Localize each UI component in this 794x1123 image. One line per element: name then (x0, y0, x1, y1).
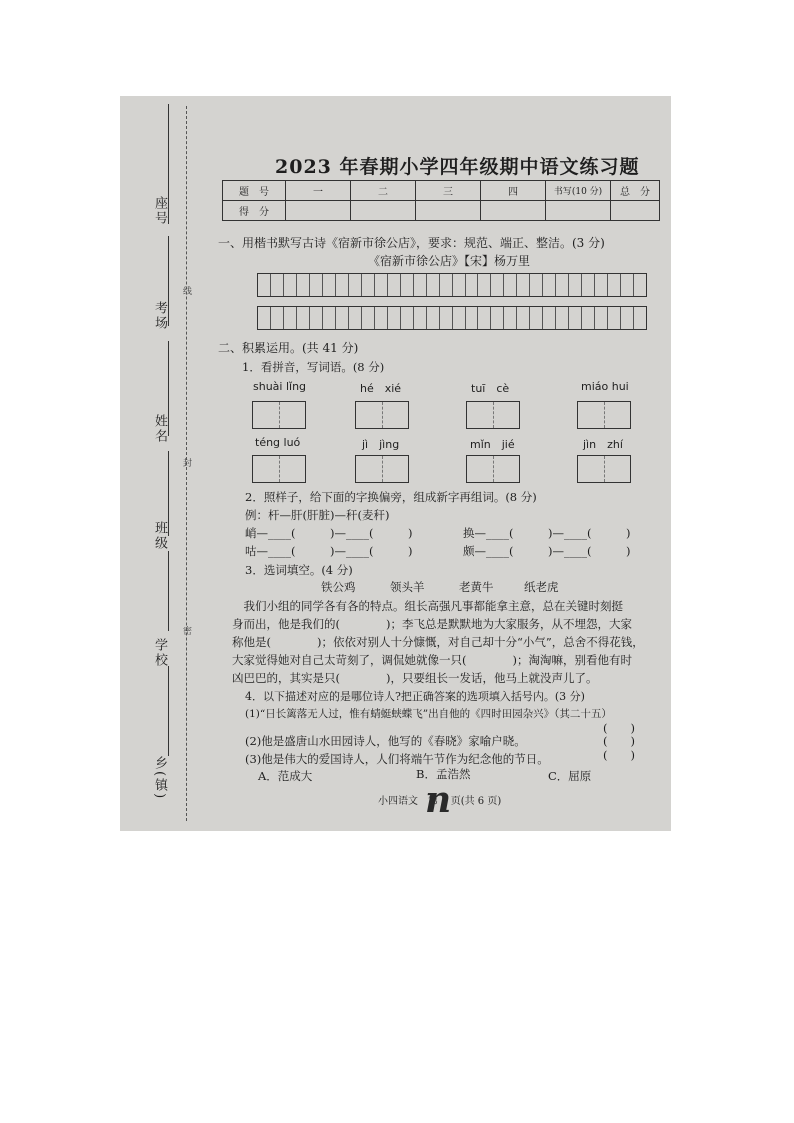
exam-room-label: 考场 (152, 301, 167, 331)
word-option: 纸老虎 (524, 580, 559, 594)
q2-line: 颇—____( )—____( ) (463, 544, 631, 558)
score-cell[interactable] (546, 201, 611, 221)
writing-grid-row[interactable] (257, 273, 647, 297)
q2-line: 峭—____( )—____( ) (245, 526, 413, 540)
q2-line: 咕—____( )—____( ) (245, 544, 413, 558)
pinyin-label: hé xié (360, 382, 402, 395)
answer-box[interactable] (355, 455, 409, 483)
q4-item: (3)他是伟大的爱国诗人，人们将端午节作为纪念他的节日。 (245, 752, 549, 766)
score-cell[interactable] (286, 201, 351, 221)
section1-heading: 一、用楷书默写古诗《宿新市徐公店》，要求：规范、端正、整洁。(3 分) (218, 236, 605, 250)
field-underline (168, 551, 169, 631)
pinyin-label: jìn zhí (583, 438, 623, 451)
passage-line: 凶巴巴的，其实是只( )，只要组长一发话，他马上就没声儿了。 (232, 671, 598, 685)
answer-paren[interactable]: ( ) (603, 734, 635, 748)
passage-line: 大家觉得她对自己太苛刻了，调侃她就像一只( )；淘淘嘛，别看他有时 (232, 653, 632, 667)
answer-box[interactable] (252, 401, 306, 429)
score-row-label: 得 分 (223, 201, 286, 221)
q4-item: (2)他是盛唐山水田园诗人，他写的《春晓》家喻户晓。 (245, 734, 526, 748)
score-header-cell: 题 号 (223, 181, 286, 201)
choice-c: C．屈原 (548, 769, 592, 783)
seat-number-label: 座号 (152, 196, 167, 226)
margin-mark-secret: 密 (181, 626, 191, 635)
score-cell[interactable] (351, 201, 416, 221)
score-header-cell: 一 (286, 181, 351, 201)
word-option: 老黄牛 (459, 580, 494, 594)
passage-line: 身而出，他是我们的( )；李飞总是默默地为大家服务，从不埋怨，大家 (232, 617, 632, 631)
margin-mark-seal: 封 (181, 458, 191, 467)
word-option: 铁公鸡 (321, 580, 356, 594)
answer-box[interactable] (466, 401, 520, 429)
handwritten-mark: n (425, 779, 452, 821)
score-header-cell: 四 (481, 181, 546, 201)
poem-title: 《宿新市徐公店》【宋】杨万里 (368, 254, 531, 268)
exam-title: 2023 年春期小学四年级期中语文练习题 (275, 156, 640, 178)
page-footer: 小四语文 第 1 页(共 6 页) (378, 796, 502, 807)
pinyin-label: tuī cè (471, 382, 510, 395)
class-label: 班级 (152, 521, 167, 551)
answer-box[interactable] (577, 401, 631, 429)
word-option: 领头羊 (390, 580, 425, 594)
margin-mark-line: 线 (181, 286, 191, 295)
q4-title: 4．以下描述对应的是哪位诗人?把正确答案的选项填入括号内。(3 分) (245, 690, 585, 703)
passage-line: 称他是( )；依依对别人十分慷慨，对自己却十分“小气”，总舍不得花钱， (232, 635, 644, 649)
pinyin-label: shuài lǐng (253, 380, 307, 393)
score-cell[interactable] (416, 201, 481, 221)
score-header-cell: 二 (351, 181, 416, 201)
passage-line: 我们小组的同学各有各的特点。组长高强凡事都能拿主意，总在关键时刻挺 (232, 599, 623, 613)
answer-box[interactable] (577, 455, 631, 483)
school-label: 学校 (152, 638, 167, 668)
answer-paren[interactable]: ( ) (603, 748, 635, 762)
choice-b: B．孟浩然 (416, 767, 471, 781)
score-cell[interactable] (481, 201, 546, 221)
township-label: 乡(镇) (152, 756, 167, 801)
choice-a: A．范成大 (258, 769, 313, 783)
q4-item: (1)“日长篱落无人过，惟有蜻蜓蛱蝶飞”出自他的《四时田园杂兴》（其二十五） (245, 708, 612, 720)
exam-photo (120, 96, 671, 831)
answer-box[interactable] (355, 401, 409, 429)
answer-box[interactable] (466, 455, 520, 483)
answer-paren[interactable]: ( ) (603, 721, 635, 735)
score-header-cell: 总 分 (611, 181, 660, 201)
section2-heading: 二、积累运用。(共 41 分) (218, 341, 359, 355)
score-header-cell: 书写(10 分) (546, 181, 611, 201)
q2-example: 例：杆—肝(肝脏)—秆(麦秆) (245, 508, 390, 522)
score-cell[interactable] (611, 201, 660, 221)
q1-title: 1．看拼音，写词语。(8 分) (242, 360, 385, 374)
pinyin-label: mǐn jié (470, 438, 515, 451)
writing-grid-row[interactable] (257, 306, 647, 330)
q2-line: 换—____( )—____( ) (463, 526, 631, 540)
q3-title: 3．选词填空。(4 分) (245, 563, 353, 577)
score-table (222, 180, 660, 221)
field-underline (168, 666, 169, 756)
pinyin-label: miáo hui (581, 380, 629, 393)
score-header-cell: 三 (416, 181, 481, 201)
name-label: 姓名 (152, 414, 167, 444)
q2-title: 2．照样子，给下面的字换偏旁，组成新字再组词。(8 分) (245, 490, 537, 504)
pinyin-label: téng luó (255, 436, 301, 449)
pinyin-label: jì jìng (362, 438, 400, 451)
answer-box[interactable] (252, 455, 306, 483)
